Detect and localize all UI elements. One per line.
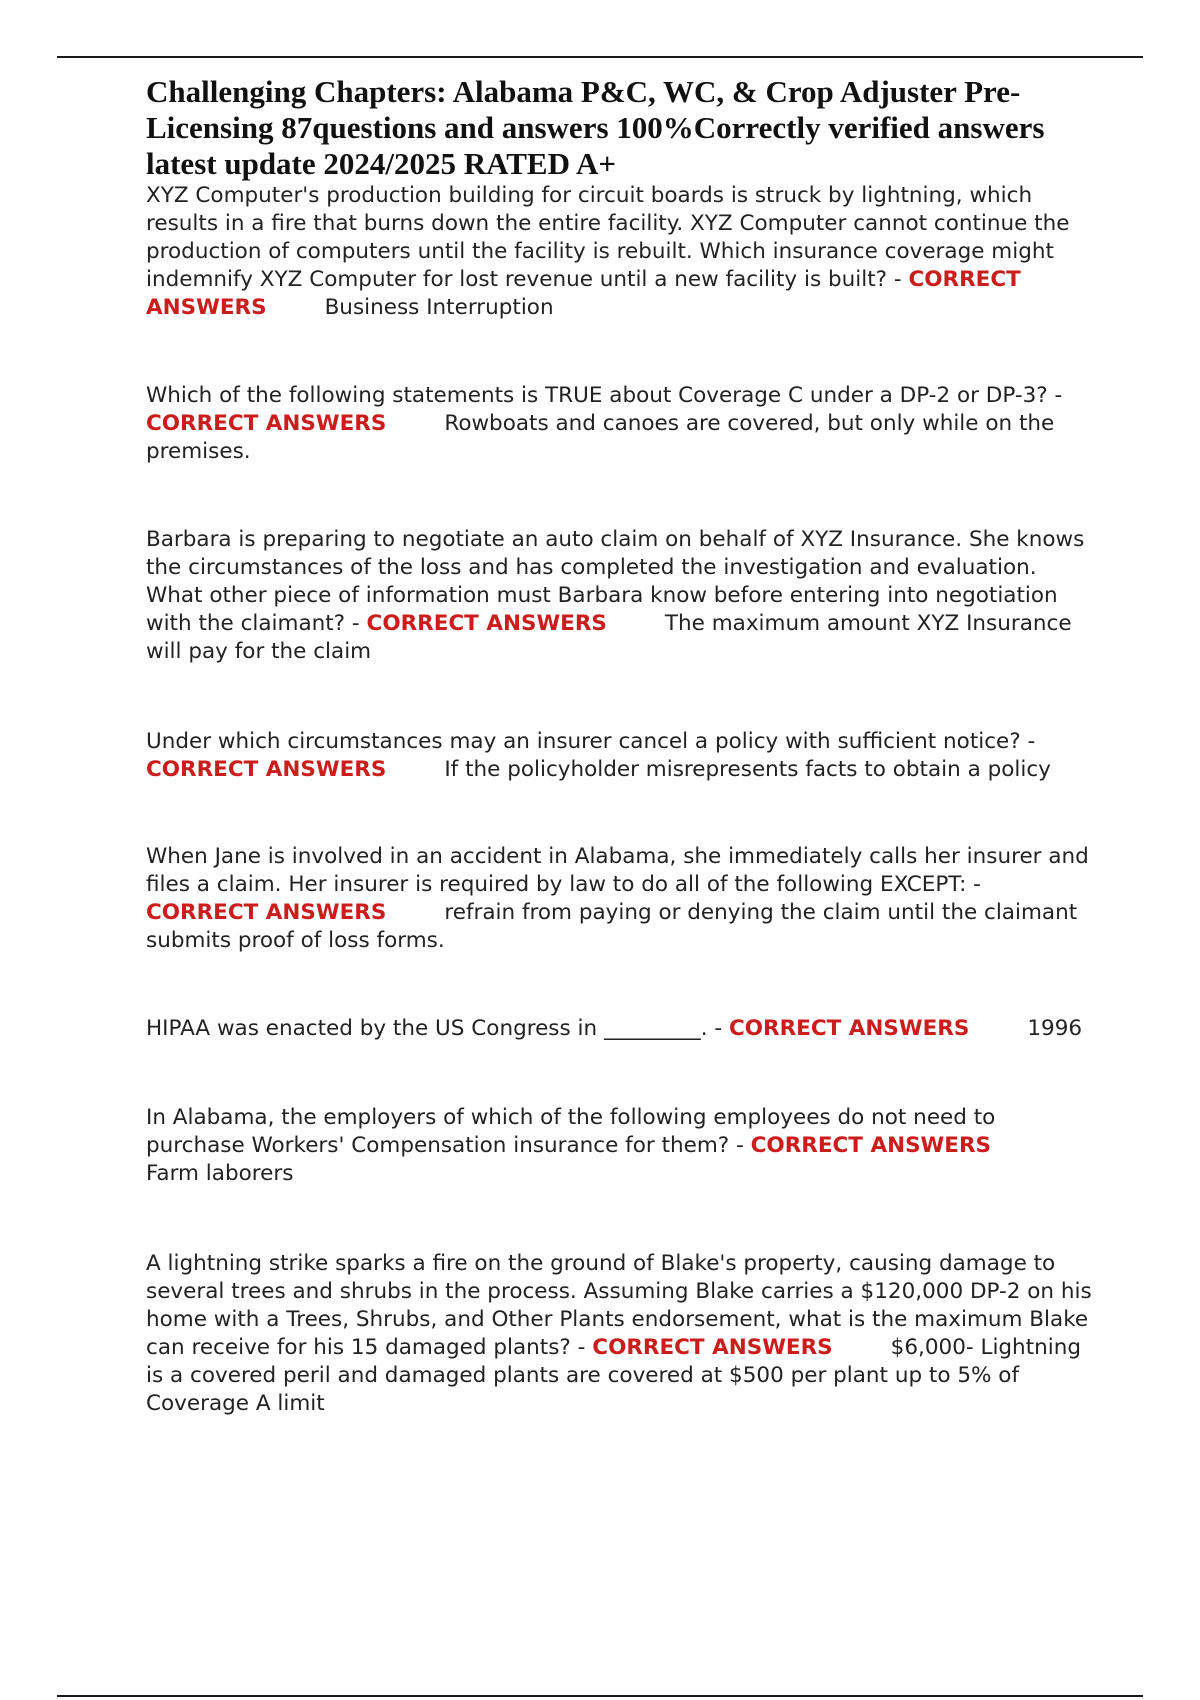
question-text: HIPAA was enacted by the US Congress in _________. - <box>146 1016 723 1041</box>
qa-item <box>146 1015 1094 1043</box>
answer-text: $6,000- Lightning is a covered peril and damaged plants are covered at $500 per plant up to 5% of Coverage A limit <box>146 1335 1081 1416</box>
document-body <box>146 74 1094 1418</box>
correct-answers-label: CORRECT ANSWERS <box>146 900 387 925</box>
answer-text: refrain from paying or denying the claim until the claimant submits proof of loss forms. <box>146 900 1078 953</box>
qa-item <box>146 1104 1094 1188</box>
qa-item <box>146 182 1094 322</box>
question-text: XYZ Computer's production building for circuit boards is struck by lightning, which results in a fire that burns down the entire facility. XYZ Computer cannot continue the production of computers until the facility is rebuilt. Which insurance coverage might indemnify XYZ Computer for lost revenue until a new facility is built? - <box>146 183 1070 292</box>
bottom-rule <box>57 1695 1143 1697</box>
correct-answers-label: CORRECT ANSWERS <box>729 1016 970 1041</box>
qa-item <box>146 382 1094 466</box>
question-text: Which of the following statements is TRUE about Coverage C under a DP-2 or DP-3? - <box>146 383 1063 408</box>
answer-text: If the policyholder misrepresents facts to obtain a policy <box>444 757 1051 782</box>
top-rule <box>57 56 1143 58</box>
correct-answers-label: CORRECT ANSWERS <box>146 757 387 782</box>
answer-text: The maximum amount XYZ Insurance will pay for the claim <box>146 611 1072 664</box>
question-text: Barbara is preparing to negotiate an auto claim on behalf of XYZ Insurance. She knows the circumstances of the loss and has completed the investigation and evaluation. What other piece of information must Barbara know before entering into negotiation with the claimant? - <box>146 527 1085 636</box>
correct-answers-label: CORRECT ANSWERS <box>592 1335 833 1360</box>
correct-answers-label: CORRECT ANSWERS <box>146 411 387 436</box>
answer-text: Business Interruption <box>324 295 554 320</box>
answer-text: Farm laborers <box>146 1161 294 1186</box>
question-text: In Alabama, the employers of which of the following employees do not need to purchase Workers' Compensation insurance for them? - <box>146 1105 996 1158</box>
qa-item <box>146 728 1094 784</box>
correct-answers-label: CORRECT ANSWERS <box>146 267 1021 320</box>
document-title: Challenging Chapters: Alabama P&C, WC, & Crop Adjuster Pre-Licensing 87questions and answers 100%Correctly verified answers latest update 2024/2025 RATED A+ <box>146 74 1045 181</box>
correct-answers-label: CORRECT ANSWERS <box>366 611 607 636</box>
qa-item <box>146 526 1094 666</box>
answer-text: 1996 <box>1027 1016 1083 1041</box>
question-text: When Jane is involved in an accident in Alabama, she immediately calls her insurer and files a claim. Her insurer is required by law to do all of the following EXCEPT: - <box>146 844 1089 897</box>
correct-answers-label: CORRECT ANSWERS <box>750 1133 991 1158</box>
answer-text: Rowboats and canoes are covered, but only while on the premises. <box>146 411 1055 464</box>
qa-item <box>146 843 1094 955</box>
question-text: A lightning strike sparks a fire on the ground of Blake's property, causing damage to several trees and shrubs in the process. Assuming Blake carries a $120,000 DP-2 on his home with a Trees, Shrubs, and Other Plants endorsement, what is the maximum Blake can receive for his 15 damaged plants? - <box>146 1251 1092 1360</box>
question-text: Under which circumstances may an insurer cancel a policy with sufficient notice? - <box>146 729 1036 754</box>
qa-item <box>146 1250 1094 1418</box>
